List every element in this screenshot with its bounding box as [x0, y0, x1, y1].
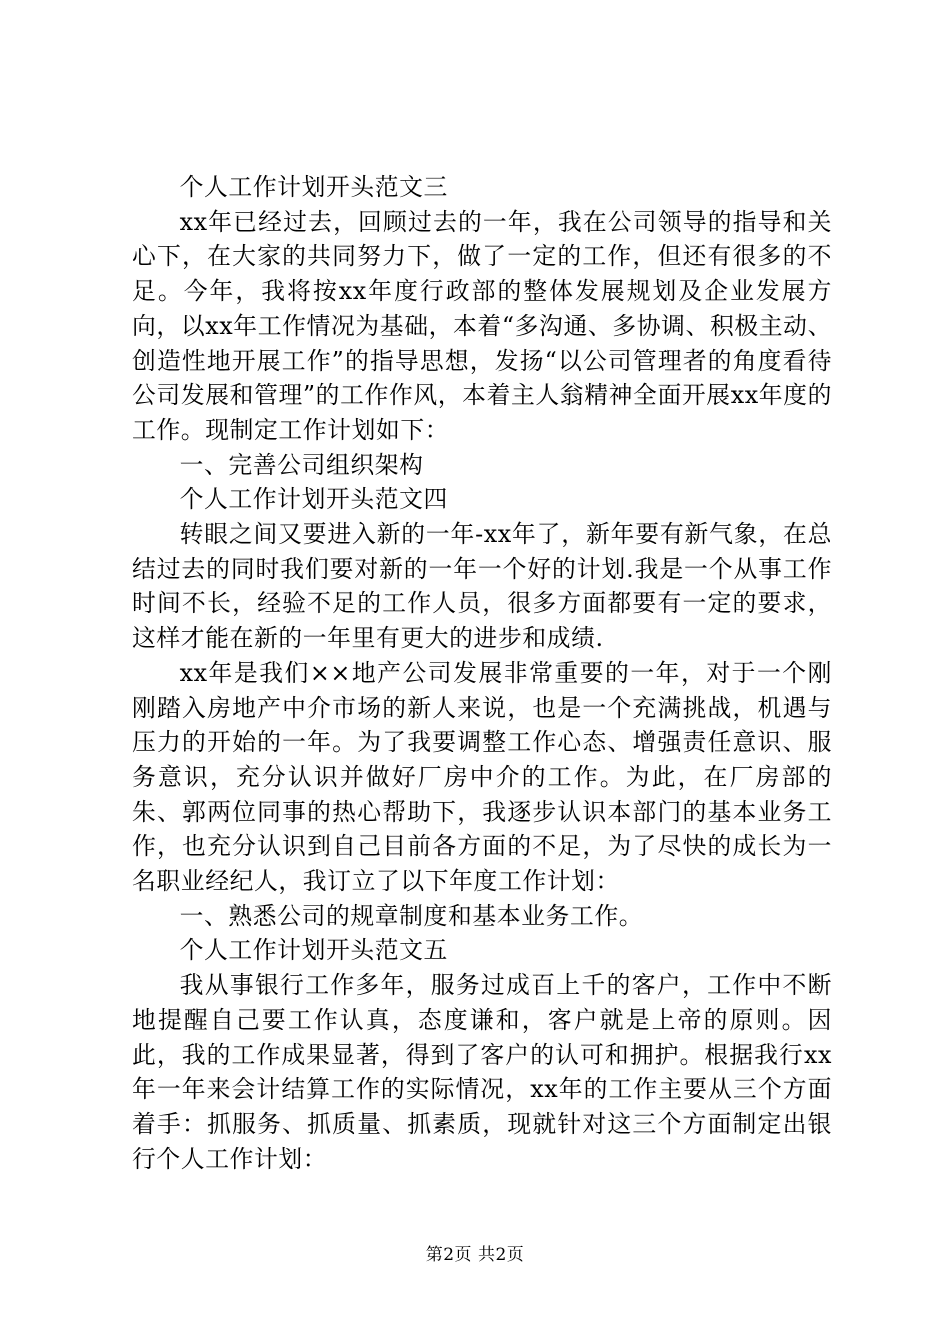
section-heading-5: 个人工作计划开头范文五 — [179, 936, 448, 965]
document-body — [132, 170, 832, 1176]
page-footer: 第2页 共2页 — [425, 1245, 525, 1265]
body-paragraph: 我从事银行工作多年，服务过成百上千的客户，工作中不断地提醒自己要工作认真，态度谦和，客户就是上帝的原则。因此，我的工作成果显著，得到了客户的认可和拥护。根据我行xx年一年来会计结算工作的实际情况，xx年的工作主要从三个方面着手：抓服务、抓质量、抓素质，现就针对这三个方面制定出银行个人工作计划： — [132, 971, 832, 1173]
list-item-heading: 一、熟悉公司的规章制度和基本业务工作。 — [179, 901, 644, 930]
body-paragraph: xx年已经过去，回顾过去的一年，我在公司领导的指导和关心下，在大家的共同努力下，做了一定的工作，但还有很多的不足。今年，我将按xx年度行政部的整体发展规划及企业发展方向，以xx年工作情况为基础，本着“多沟通、多协调、积极主动、创造性地开展工作”的指导思想，发扬“以公司管理者的角度看待公司发展和管理”的工作作风，本着主人翁精神全面开展xx年度的工作。现制定工作计划如下： — [132, 207, 832, 444]
list-item-heading: 一、完善公司组织架构 — [179, 450, 424, 479]
section-heading-3: 个人工作计划开头范文三 — [179, 173, 448, 201]
body-paragraph: xx年是我们××地产公司发展非常重要的一年，对于一个刚刚踏入房地产中介市场的新人来说，也是一个充满挑战，机遇与压力的开始的一年。为了我要调整工作心态、增强责任意识、服务意识，充分认识并做好厂房中介的工作。为此，在厂房部的朱、郭两位同事的热心帮助下，我逐步认识本部门的基本业务工作，也充分认识到自己目前各方面的不足，为了尽快的成长为一名职业经纪人，我订立了以下年度工作计划： — [132, 658, 832, 896]
section-heading-4: 个人工作计划开头范文四 — [179, 485, 448, 514]
body-paragraph: 转眼之间又要进入新的一年-xx年了，新年要有新气象，在总结过去的同时我们要对新的一年一个好的计划.我是一个从事工作时间不长，经验不足的工作人员，很多方面都要有一定的要求，这样才能在新的一年里有更大的进步和成绩. — [132, 520, 832, 653]
